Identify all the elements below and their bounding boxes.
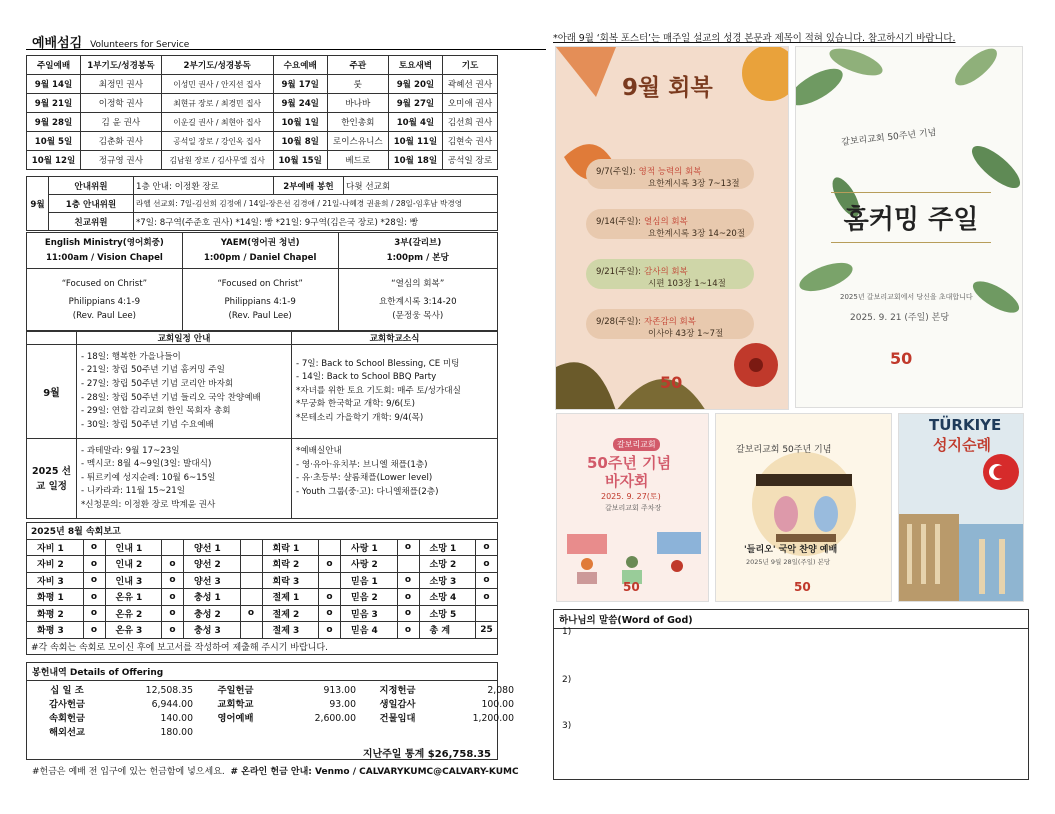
offering-amount [439,726,514,740]
report-group: 자비 2 [27,556,84,573]
report-note: #각 속회는 속회로 모이신 후에 보고서를 작성하여 제출해 주시기 바랍니다. [27,638,498,655]
poster-recovery-ref: 이사야 43장 1~7절 [648,329,724,339]
report-group: 양선 2 [184,556,241,573]
volunteer-cell: 9월 14일 [27,75,81,94]
poster-bazaar-title1: 50주년 기념 [587,454,672,472]
poster-gukak [715,413,892,602]
poster-homecoming-top: 갈보리교회 50주년 기념 [840,128,937,148]
report-group: 충성 3 [184,622,241,639]
offering-amount: 2,600.00 [314,713,356,724]
offering-label: 교회학교 [217,699,254,710]
volunteer-header: 주관 [327,56,388,75]
service-heading [338,233,497,269]
report-group: 인내 2 [105,556,162,573]
wog-item-2: 2) [562,675,572,685]
service-name: 3부(갈리브) [394,237,442,248]
schedule-item: - 30일: 창립 50주년 기념 수요예배 [81,419,214,430]
volunteer-row [27,132,498,151]
offering-amount: 2,080 [487,685,514,696]
mission-items [77,439,292,519]
report-mark: o [397,605,419,622]
offering-amount: 93.00 [329,699,356,710]
service-name: YAEM(영어권 청년) [220,237,300,248]
report-mark: o [162,589,184,606]
fellowship-label: 친교위원 [49,213,134,231]
report-mark: o [397,572,419,589]
sermon-title: “Focused on Christ” [61,278,148,289]
service-heading [182,233,338,269]
poster-homecoming-title: 홈커밍 주일 [831,192,991,243]
poster-gukak-top: 갈보리교회 50주년 기념 [736,445,832,455]
schedule-table [26,331,498,519]
report-group: 희락 3 [262,572,319,589]
report-group: 화평 1 [27,589,84,606]
offering-amount: 6,944.00 [151,699,193,710]
worship-items [292,439,498,519]
second-service-label: 2부예배 봉헌 [274,177,344,195]
sermon-preacher: (Rev. Paul Lee) [228,310,292,321]
poster-recovery-topic: 열심의 회복 [644,217,688,227]
offering-label: 건물임대 [379,713,416,724]
page-subtitle: Volunteers for Service [90,40,190,50]
volunteer-header: 토요새벽 [388,56,442,75]
poster-bazaar-date: 2025. 9. 27(토) [601,492,661,501]
poster-bazaar [556,413,709,602]
report-mark: 25 [476,622,498,639]
volunteer-cell: 10월 15일 [273,151,327,170]
report-group: 희락 1 [262,539,319,556]
report-mark: o [476,539,498,556]
volunteer-cell: 10월 12일 [27,151,81,170]
service-name: English Ministry(영어회중) [44,237,164,248]
schedule-item: - 28일: 창립 50주년 기념 들리오 국악 찬양예배 [81,392,261,403]
report-group: 사랑 1 [341,539,398,556]
poster-bazaar-title2: 바자회 [605,472,649,490]
schedule-item: - 과테말라: 9월 17~23일 [81,445,180,456]
report-group: 자비 3 [27,572,84,589]
report-group: 믿음 2 [341,589,398,606]
poster-homecoming [795,46,1023,408]
volunteer-cell: 바나바 [327,94,388,113]
report-group: 소망 1 [419,539,476,556]
poster-recovery-ref: 요한계시록 3장 14~20절 [648,229,746,239]
offering-label: 해외선교 [49,727,85,738]
schedule-item: *몬테소리 가을학기 개학: 9/4(목) [296,412,424,423]
volunteer-cell: 베드로 [327,151,388,170]
service-time: 1:00pm / 본당 [386,252,449,263]
poster-recovery-date-topic [596,215,688,227]
report-mark: o [319,556,341,573]
report-mark [319,539,341,556]
report-mark [162,539,184,556]
logo-50: 50 [890,349,913,368]
schedule-item: - 영·유아·유치부: 브니엘 채플(1층) [296,459,428,470]
report-mark [476,605,498,622]
offering-grid [27,684,514,740]
volunteer-cell: 최정민 권사 [81,75,162,94]
schedule-item: *자녀를 위한 토요 기도회: 매주 토/성가대실 [296,385,461,396]
offering-label [356,726,439,740]
report-mark: o [476,589,498,606]
schedule-item: *신청문의: 이정환 장로 박계윤 권사 [81,499,216,510]
offering-label: 생일감사 [379,699,416,710]
volunteer-cell: 10월 1일 [273,113,327,132]
report-group: 화평 2 [27,605,84,622]
schedule-item: *무궁화 한국학교 개학: 9/6(토) [296,399,415,410]
volunteer-cell: 10월 11일 [388,132,442,151]
poster-turkiye-title2: 성지순례 [933,436,991,454]
volunteer-cell: 10월 4일 [388,113,442,132]
report-group: 절제 2 [262,605,319,622]
poster-recovery-date-topic [596,315,696,327]
report-title: 2025년 8월 속회보고 [27,523,498,540]
poster-recovery-ref: 요한계시록 3장 7~13절 [648,179,740,189]
volunteer-row [27,75,498,94]
volunteer-cell: 김선희 권사 [443,113,498,132]
report-mark: o [83,539,105,556]
report-group: 총 계 [419,622,476,639]
report-group: 양선 1 [184,539,241,556]
report-mark: o [83,556,105,573]
report-group: 온유 1 [105,589,162,606]
volunteer-cell: 10월 18일 [388,151,442,170]
report-mark: o [83,589,105,606]
poster-recovery-topic: 자존감의 회복 [644,317,696,327]
schedule-item: - 21일: 창립 50주년 기념 홈커밍 주일 [81,365,225,376]
sermon-scripture: Philippians 4:1-9 [224,296,296,307]
report-mark: o [397,622,419,639]
report-group: 인내 3 [105,572,162,589]
sermon-title: “Focused on Christ” [217,278,303,289]
logo-50: 50 [794,580,811,594]
sermon-title: “열심의 회복” [391,278,445,289]
offering-amount: 140.00 [160,713,193,724]
report-group: 충성 1 [184,589,241,606]
volunteer-header: 수요예배 [273,56,327,75]
church-schedule-header: 교회일정 안내 [77,332,292,345]
report-row [27,539,498,556]
volunteer-cell: 이정학 권사 [81,94,162,113]
poster-recovery-ref: 시편 103장 1~14절 [648,279,726,289]
mission-label: 2025 선교 일정 [27,439,77,519]
report-group: 자비 1 [27,539,84,556]
roles-table [26,176,498,231]
fellowship-value: *7일: 8구역(주준호 권사) *14일: 빵 *21일: 9구역(김은국 장로) *28일: 빵 [134,213,498,231]
offering-amount: 1,200.00 [472,713,514,724]
volunteer-cell: 한인총회 [327,113,388,132]
report-group: 충성 2 [184,605,241,622]
report-mark: o [476,556,498,573]
poster-recovery [555,46,789,410]
second-service-value: 다윗 선교회 [344,177,498,195]
report-mark: o [83,605,105,622]
schedule-item: - 18일: 행복한 가을나들이 [81,351,181,362]
volunteer-cell: 9월 24일 [273,94,327,113]
report-mark: o [319,589,341,606]
poster-turkiye-title1: TÜRKIYE [929,416,1002,434]
offering-label: 주일헌금 [217,685,254,696]
footer-note: #헌금은 예배 전 입구에 있는 헌금함에 넣으세요. [32,767,225,777]
report-group: 인내 1 [105,539,162,556]
report-mark: o [162,605,184,622]
report-group: 소망 4 [419,589,476,606]
report-group: 소망 5 [419,605,476,622]
volunteer-header: 2부기도/성경봉독 [161,56,273,75]
service-time: 11:00am / Vision Chapel [45,252,163,263]
floor1-label: 1층 안내위원 [49,195,134,213]
report-group: 소망 2 [419,556,476,573]
poster-recovery-date-topic [596,265,688,277]
offering-label: 감사헌금 [49,699,85,710]
wog-item-1: 1) [562,627,572,637]
report-mark: o [83,622,105,639]
volunteer-table [26,55,498,170]
volunteer-cell: 정규영 권사 [81,151,162,170]
volunteer-cell: 룻 [327,75,388,94]
roles-month: 9월 [27,177,49,231]
volunteer-row [27,113,498,132]
schedule-item: - 니카라과: 11월 15~21일 [81,486,186,497]
volunteer-cell: 김 윤 권사 [81,113,162,132]
volunteer-cell: 곽혜선 권사 [443,75,498,94]
volunteer-cell: 10월 5일 [27,132,81,151]
service-sermon [182,269,338,331]
offering-total: 지난주일 통계 $26,758.35 [362,749,491,760]
poster-recovery-date: 9/28(주일): [596,317,642,327]
report-mark: o [319,605,341,622]
poster-note: *아래 9월 ‘회복 포스터’는 매주일 설교의 성경 본문과 제목이 적혀 있습니다. 참고하시기 바랍니다. [553,33,956,44]
report-group: 믿음 4 [341,622,398,639]
report-group: 온유 3 [105,622,162,639]
report-mark: o [162,622,184,639]
report-group: 화평 3 [27,622,84,639]
services-table [26,232,498,331]
report-mark: o [397,589,419,606]
volunteer-cell: 김남원 장로 / 김사무엘 집사 [161,151,273,170]
poster-gukak-title: '들리오' 국악 찬양 예배 [744,545,838,555]
cell-report-table [26,522,498,655]
report-mark [397,556,419,573]
footer-online: # 온라인 헌금 안내: Venmo / CALVARYKUMC@CALVARY-KUMC [230,767,519,777]
schedule-item: - 멕시코: 8월 4~9일(3일: 발대식) [81,459,212,470]
volunteer-cell: 9월 28일 [27,113,81,132]
volunteer-cell: 로이스유니스 [327,132,388,151]
word-of-god-title: 하나님의 말씀(Word of God) [554,610,1028,629]
volunteer-cell: 오미애 권사 [443,94,498,113]
volunteer-cell: 10월 8일 [273,132,327,151]
report-mark: o [240,605,262,622]
report-group: 믿음 3 [341,605,398,622]
poster-recovery-topic: 영적 능력의 회복 [638,167,702,177]
schedule-item: - 7일: Back to School Blessing, CE 미팅 [296,358,460,369]
divider [26,49,546,50]
report-group: 절제 1 [262,589,319,606]
report-mark [319,572,341,589]
logo-50: 50 [660,373,683,392]
page-title: 예배섬김 [32,36,83,51]
poster-recovery-topic: 감사의 회복 [644,267,688,277]
school-items [292,345,498,439]
sermon-preacher: (문정웅 목사) [392,310,444,321]
offering-box [26,662,514,760]
poster-recovery-date-topic [596,165,702,177]
volunteer-cell: 9월 27일 [388,94,442,113]
poster-bazaar-place: 갈보리교회 주차장 [605,504,662,512]
volunteer-cell: 이운길 권사 / 최현아 집사 [161,113,273,132]
sermon-scripture: 요한계시록 3:14-20 [378,296,457,307]
offering-label [193,726,278,740]
report-row [27,589,498,606]
logo-50: 50 [623,580,640,594]
poster-recovery-date: 9/7(주일): [596,167,636,177]
report-mark [240,622,262,639]
poster-recovery-date: 9/14(주일): [596,217,642,227]
service-sermon [27,269,183,331]
usher-value: 1층 안내: 이정환 장로 [134,177,274,195]
volunteer-header: 1부기도/성경봉독 [81,56,162,75]
offering-amount: 12,508.35 [145,685,193,696]
service-time: 1:00pm / Daniel Chapel [203,252,317,263]
school-news-header: 교회학교소식 [292,332,498,345]
service-heading [27,233,183,269]
volunteer-cell: 김춘화 권사 [81,132,162,151]
report-group: 온유 2 [105,605,162,622]
schedule-item: - 29일: 연합 감리교회 한인 목회자 총회 [81,406,231,417]
report-row [27,572,498,589]
usher-label: 안내위원 [49,177,134,195]
report-group: 사랑 2 [341,556,398,573]
offering-label: 영어예배 [217,713,254,724]
sermon-scripture: Philippians 4:1-9 [68,296,141,307]
word-of-god-box [553,609,1029,780]
volunteer-cell: 김현숙 권사 [443,132,498,151]
offering-label: 십 일 조 [50,685,84,696]
report-group: 믿음 1 [341,572,398,589]
schedule-item: - 튀르키예 성지순례: 10월 6~15일 [81,472,216,483]
volunteer-cell: 공석일 장로 [443,151,498,170]
report-row [27,605,498,622]
volunteer-header: 기도 [443,56,498,75]
offering-label: 속회헌금 [49,713,85,724]
report-mark [240,572,262,589]
schedule-item: *예배실안내 [296,446,342,456]
offering-amount: 180.00 [160,727,193,738]
footer [32,764,519,777]
report-mark: o [397,539,419,556]
report-group: 절제 3 [262,622,319,639]
poster-homecoming-date: 2025. 9. 21 (주일) 본당 [850,313,950,323]
volunteer-cell: 공석일 장로 / 강인옥 집사 [161,132,273,151]
volunteer-cell: 이성민 권사 / 안지선 집사 [161,75,273,94]
report-mark [240,539,262,556]
poster-turkiye [898,413,1024,602]
poster-gukak-date: 2025년 9월 28일(주일) 본당 [746,558,831,566]
schedule-item: - Youth 그룹(중·고): 다니엘채플(2층) [296,486,439,497]
service-sermon [338,269,497,331]
volunteer-header: 주일예배 [27,56,81,75]
schedule-item: - 27일: 창립 50주년 기념 코리안 바자회 [81,378,234,389]
floor1-value: 라헬 선교회: 7일-김선희 김정애 / 14일-장은선 김경애 / 21일-나혜경 권윤희 / 28일-임후남 박경영 [134,195,498,213]
volunteer-cell: 9월 20일 [388,75,442,94]
offering-title: 봉헌내역 Details of Offering [27,663,497,681]
report-mark: o [319,622,341,639]
report-group: 소망 3 [419,572,476,589]
volunteer-cell: 9월 17일 [273,75,327,94]
report-mark: o [162,556,184,573]
poster-homecoming-line: 2025년 갈보리교회에서 당신을 초대합니다 [840,293,973,301]
report-group: 양선 3 [184,572,241,589]
report-mark: o [162,572,184,589]
report-row [27,622,498,639]
poster-bazaar-church: 갈보리교회 [613,438,660,451]
schedule-item: - 유·초등부: 샬롬채플(Lower level) [296,473,433,484]
report-mark [240,556,262,573]
report-group: 희락 2 [262,556,319,573]
volunteer-cell: 9월 21일 [27,94,81,113]
offering-label: 지정헌금 [379,685,416,696]
offering-amount: 913.00 [323,685,356,696]
offering-amount: 100.00 [481,699,514,710]
poster-recovery-title: 9월 회복 [622,75,713,101]
report-mark: o [83,572,105,589]
report-mark: o [476,572,498,589]
schedule-month: 9월 [27,345,77,439]
volunteer-cell: 최현규 장로 / 최경민 집사 [161,94,273,113]
poster-recovery-date: 9/21(주일): [596,267,642,277]
report-mark [240,589,262,606]
volunteer-row [27,151,498,170]
wog-item-3: 3) [562,721,572,731]
sermon-preacher: (Rev. Paul Lee) [72,310,137,321]
report-row [27,556,498,573]
offering-amount [278,726,356,740]
volunteer-row [27,94,498,113]
church-items [77,345,292,439]
schedule-item: - 14일: Back to School BBQ Party [296,372,437,383]
